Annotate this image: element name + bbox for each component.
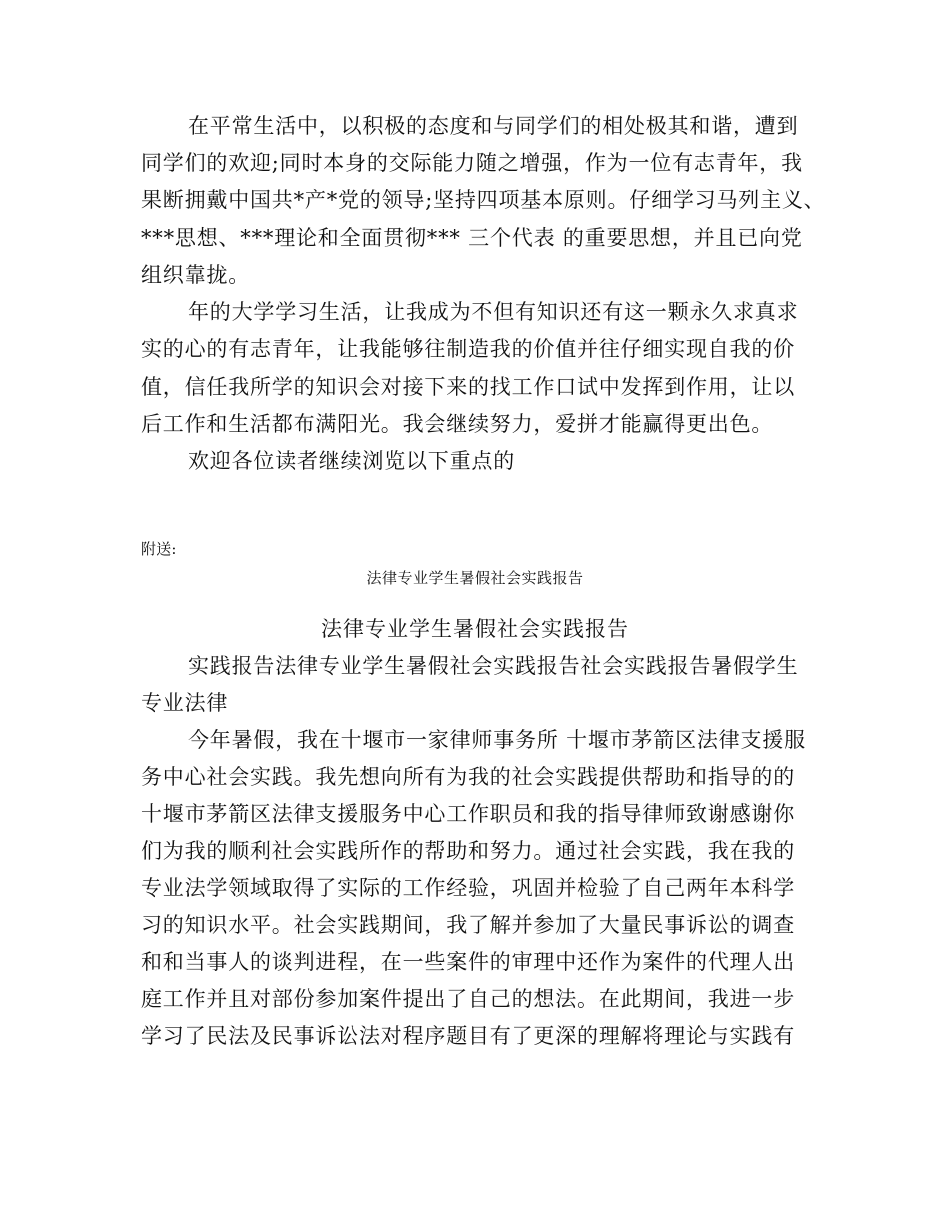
paragraph-4-line-1: 实践报告法律专业学生暑假社会实践报告社会实践报告暑假学生 [188, 654, 799, 678]
paragraph-3-line-1: 欢迎各位读者继续浏览以下重点的 [188, 449, 515, 473]
paragraph-4-line-2: 专业法律 [141, 691, 229, 715]
appendix-subtitle: 法律专业学生暑假社会实践报告 [366, 569, 584, 587]
paragraph-5-line-4: 们为我的顺利社会实践所作的帮助和努力。通过社会实践，我在我的 [141, 839, 795, 863]
report-title: 法律专业学生暑假社会实践报告 [321, 617, 629, 641]
paragraph-5-line-6: 习的知识水平。社会实践期间，我了解并参加了大量民事诉讼的调查 [141, 913, 795, 937]
paragraph-5-line-9: 学习了民法及民事诉讼法对程序题目有了更深的理解将理论与实践有 [141, 1024, 795, 1048]
paragraph-2-line-2: 实的心的有志青年，让我能够往制造我的价值并往仔细实现自我的价 [141, 337, 795, 361]
paragraph-1-line-2: 同学们的欢迎;同时本身的交际能力随之增强，作为一位有志青年，我 [141, 151, 803, 175]
paragraph-5-line-3: 十堰市茅箭区法律支援服务中心工作职员和我的指导律师致谢感谢你 [141, 802, 795, 826]
paragraph-5-line-1: 今年暑假，我在十堰市一家律师事务所 十堰市茅箭区法律支援服 [188, 728, 806, 752]
paragraph-2-line-4: 后工作和生活都布满阳光。我会继续努力，爱拼才能赢得更出色。 [141, 412, 774, 436]
paragraph-1-line-5: 组织靠拢。 [141, 263, 250, 287]
paragraph-2-line-3: 值，信任我所学的知识会对接下来的找工作口试中发挥到作用，让以 [141, 375, 795, 399]
paragraph-5-line-8: 庭工作并且对部份参加案件提出了自己的想法。在此期间，我进一步 [141, 987, 795, 1011]
appendix-label: 附送: [141, 540, 177, 558]
paragraph-5-line-7: 和和当事人的谈判进程，在一些案件的审理中还作为案件的代理人出 [141, 950, 795, 974]
paragraph-1-line-1: 在平常生活中，以积极的态度和与同学们的相处极其和谐，遭到 [188, 114, 799, 138]
paragraph-1-line-3: 果断拥戴中国共*产*党的领导;坚持四项基本原则。仔细学习马列主义、 [141, 188, 826, 212]
paragraph-2-line-1: 年的大学学习生活，让我成为不但有知识还有这一颗永久求真求 [188, 300, 799, 324]
paragraph-5-line-5: 专业法学领域取得了实际的工作经验，巩固并检验了自己两年本科学 [141, 876, 795, 900]
paragraph-1-line-4: ***思想、***理论和全面贯彻*** 三个代表 的重要思想，并且已向党 [141, 226, 803, 250]
paragraph-5-line-2: 务中心社会实践。我先想向所有为我的社会实践提供帮助和指导的的 [141, 765, 795, 789]
